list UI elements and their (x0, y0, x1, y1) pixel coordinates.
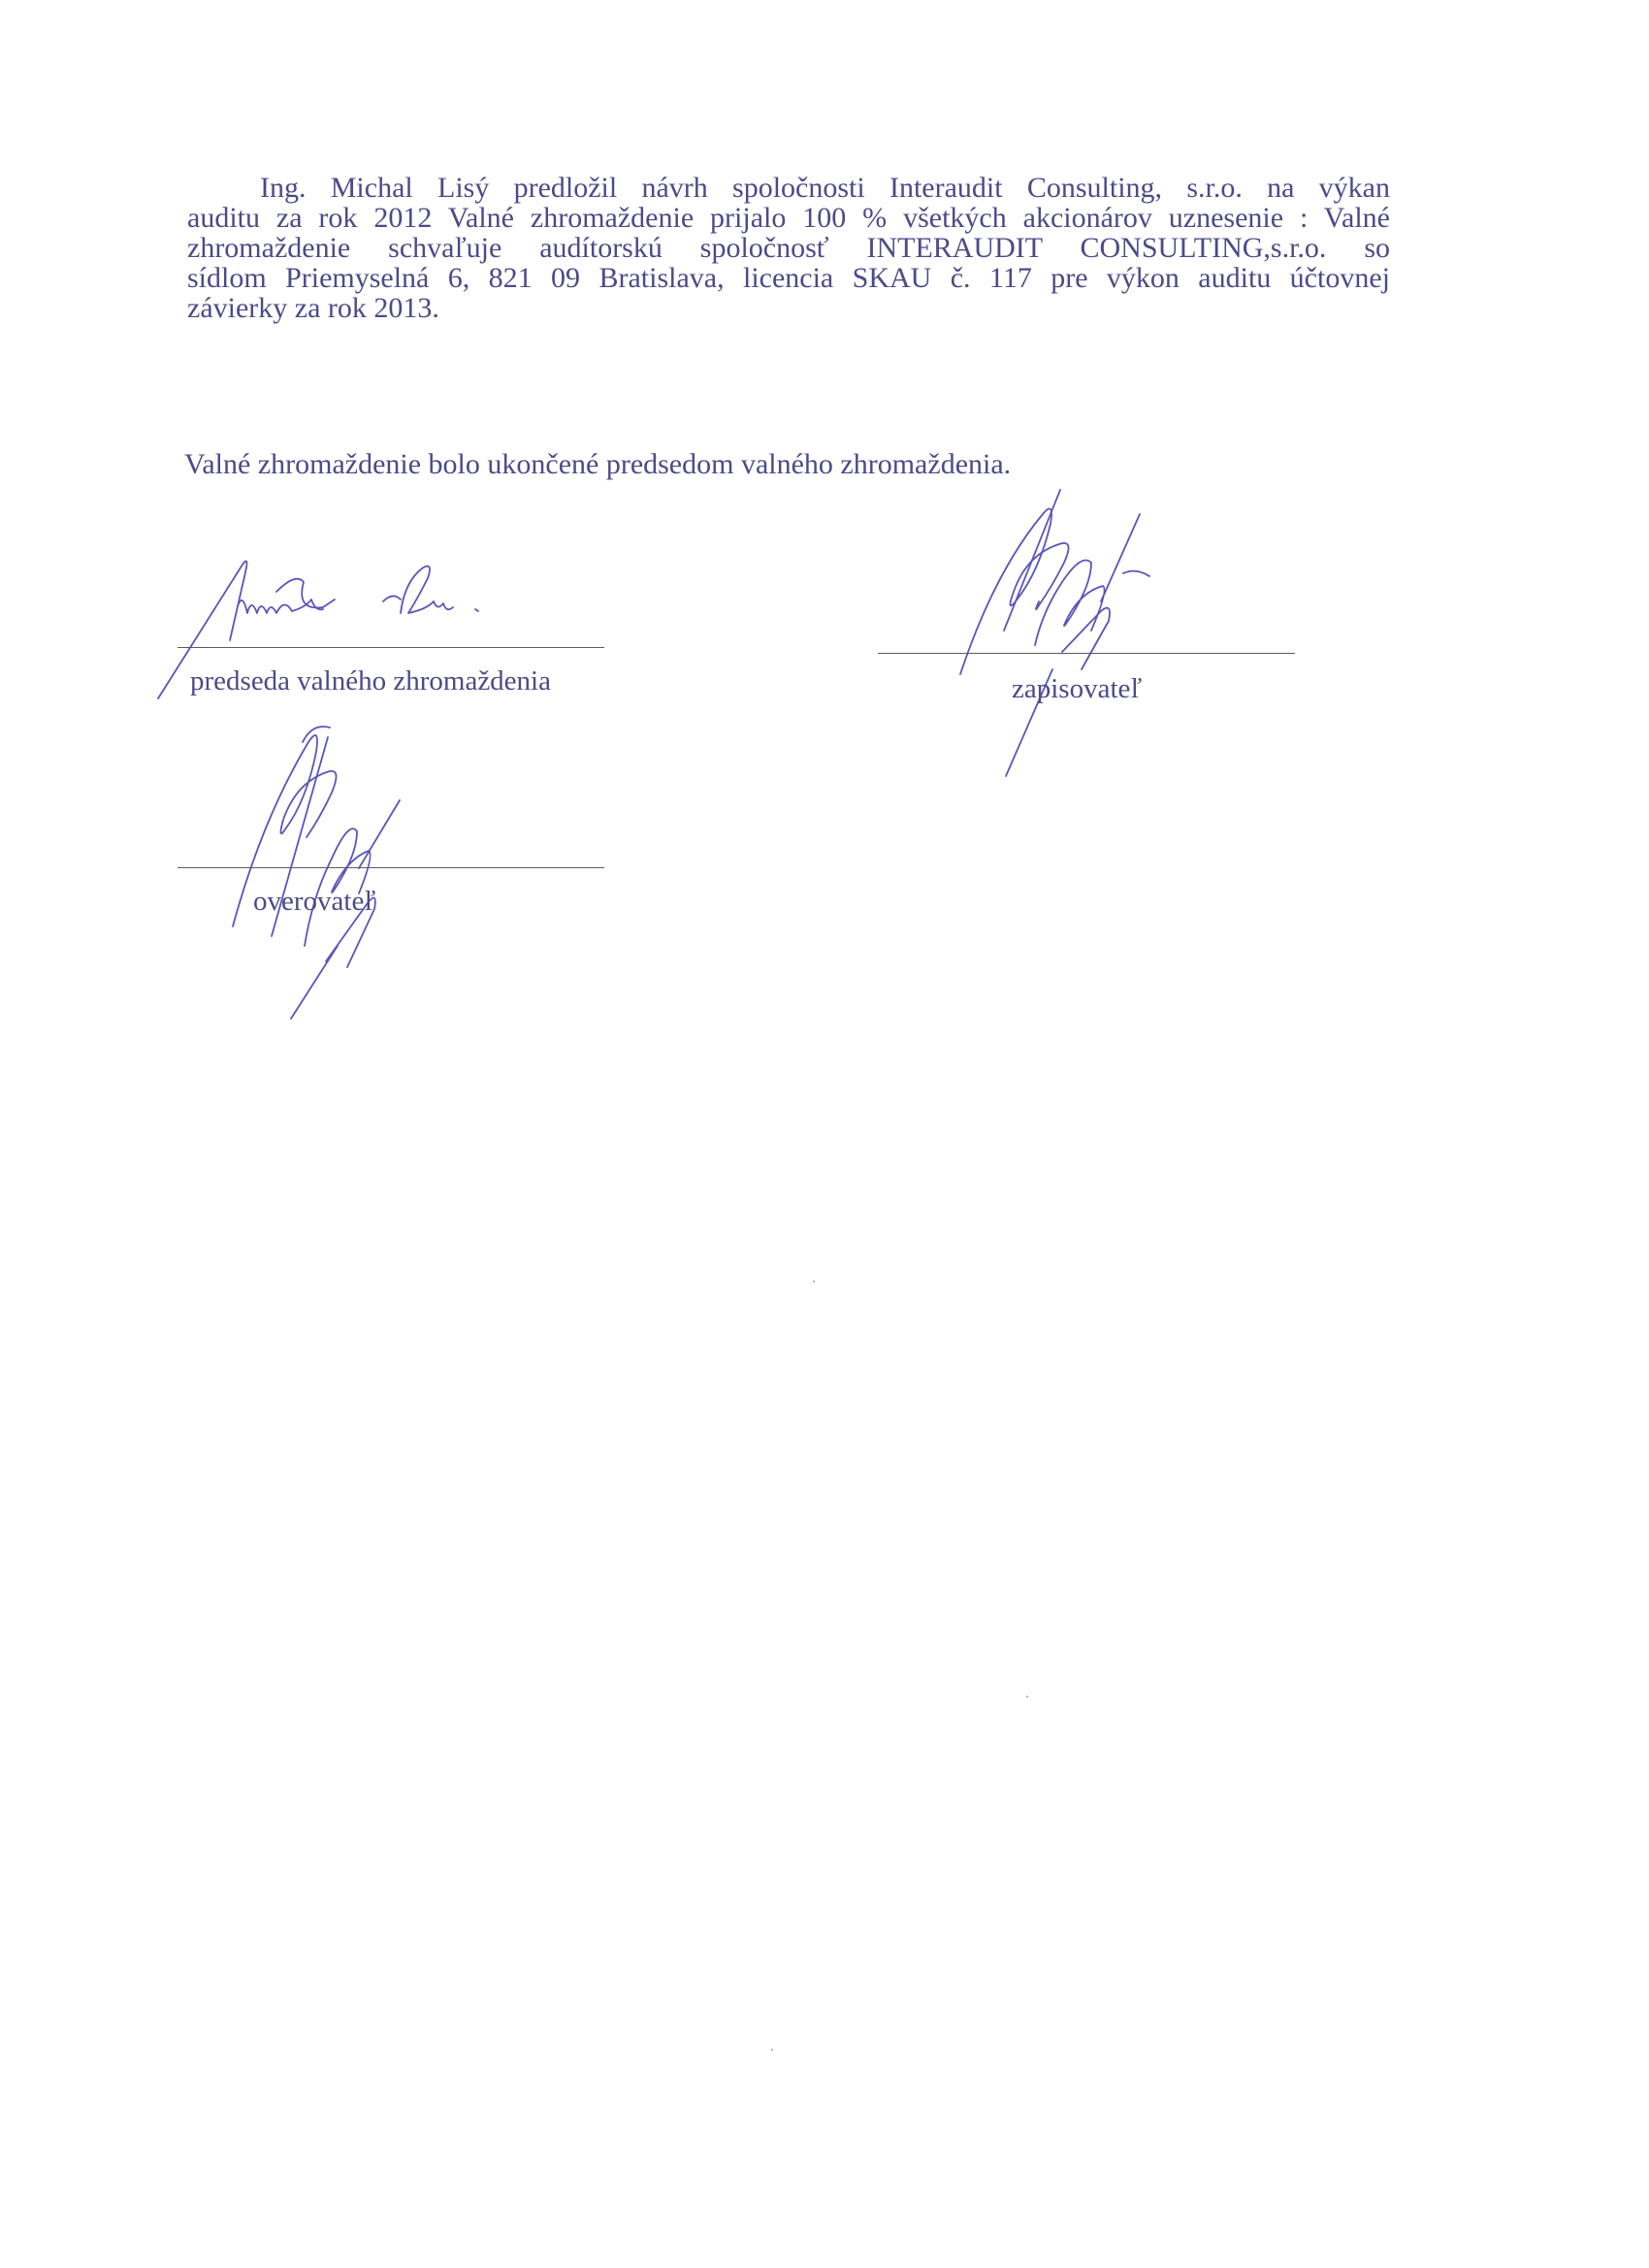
paragraph-line: sídlom Priemyselná 6, 821 09 Bratislava, licencia SKAU č. 117 pre výkon auditu účtovnej (187, 262, 1390, 294)
verifier-signature (223, 703, 436, 1023)
paragraph-line: závierky za rok 2013. (187, 292, 439, 324)
scan-speck (771, 2049, 773, 2051)
recorder-label: zapisovateľ (1012, 673, 1143, 704)
paragraph-line: auditu za rok 2012 Valné zhromaždenie prijalo 100 % všetkých akcionárov uznesenie : Valné (187, 202, 1390, 234)
closing-paragraph: Valné zhromaždenie bolo ukončené predsedom valného zhromaždenia. (184, 448, 1012, 480)
recorder-signature (946, 485, 1227, 786)
chair-signature-line (178, 647, 604, 648)
paragraph-line: zhromaždenie schvaľuje audítorskú spoločnosť INTERAUDIT CONSULTING,s.r.o. so (187, 232, 1390, 264)
recorder-signature-line (878, 653, 1295, 654)
resolution-paragraph (187, 173, 1390, 323)
verifier-signature-line (178, 867, 604, 868)
scan-speck (1026, 1696, 1028, 1698)
verifier-label: overovateľ (253, 886, 376, 917)
scan-speck (813, 1280, 815, 1282)
chair-label: predseda valného zhromaždenia (190, 665, 551, 697)
paragraph-line: Ing. Michal Lisý predložil návrh spoločnosti Interaudit Consulting, s.r.o. na výkan (260, 172, 1390, 204)
